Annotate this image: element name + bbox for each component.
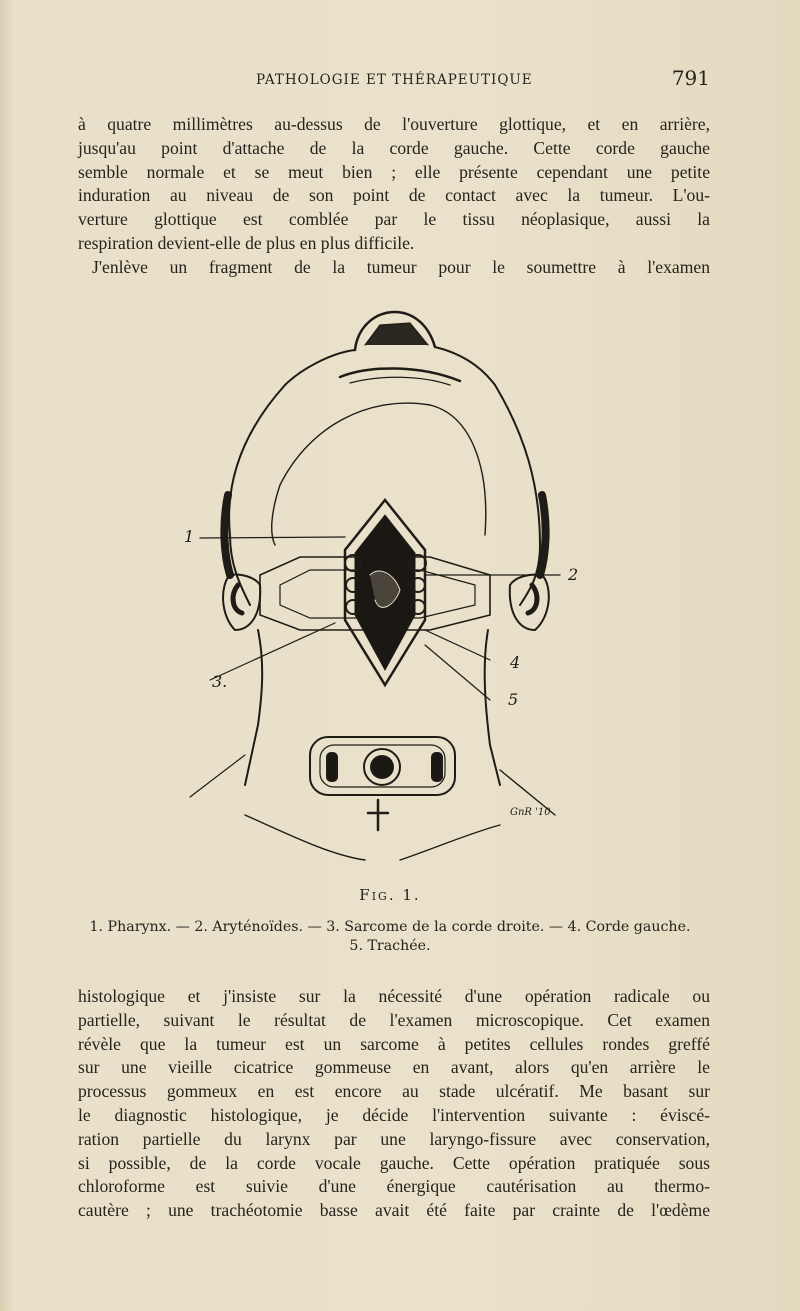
paragraph-bottom [78,985,710,1223]
figure-label-2: 2 [568,565,579,584]
figure-legend [0,918,780,956]
figure-label-4: 4 [510,653,521,672]
text-line: si possible, de la corde vocale gauche. Cette opération pratiquée sous [78,1152,710,1173]
page-number: 791 [671,66,710,90]
text-line: induration au niveau de son point de contact avec la tumeur. L'ou- [78,185,710,206]
text-line: révèle que la tumeur est un sarcome à petites cellules rondes greffé [78,1033,710,1054]
text-line: J'enlève un fragment de la tumeur pour le soumettre à l'examen [92,256,710,277]
text-line: sur une vieille cicatrice gommeuse en avant, alors qu'en arrière le [78,1057,710,1078]
text-line: cautère ; une trachéotomie basse avait été faite par crainte de l'œdème [78,1200,710,1221]
paragraph-top [78,113,710,280]
figure-label-3: 3. [212,672,228,691]
text-line: chloroforme est suivie d'une énergique cautérisation au thermo- [78,1176,710,1197]
text-line: ration partielle du larynx par une laryngo-fissure avec conservation, [78,1128,710,1149]
text-line: semble normale et se meut bien ; elle présente cependant une petite [78,161,710,182]
figure-label-1: 1 [184,527,195,546]
text-line: processus gommeux en est encore au stade ulcératif. Me basant sur [78,1081,710,1102]
figure-label-5: 5 [508,690,519,709]
figure-legend-line: 1. Pharynx. — 2. Aryténoïdes. — 3. Sarcome de la corde droite. — 4. Corde gauche. [89,919,691,935]
text-line: à quatre millimètres au-dessus de l'ouverture glottique, et en arrière, [78,114,710,134]
artist-signature: GnR '10 [510,807,551,818]
figure-legend-line: 5. Trachée. [349,938,431,954]
laryngeal-surgery-illustration [170,285,610,885]
text-line: histologique et j'insiste sur la nécessité d'une opération radicale ou [78,986,710,1006]
text-line: le diagnostic histologique, je décide l'intervention suivante : éviscé- [78,1104,710,1125]
text-line: jusqu'au point d'attache de la corde gauche. Cette corde gauche [78,137,710,158]
figure-caption: Fig. 1. [359,886,421,904]
page-header [78,66,710,92]
running-title: PATHOLOGIE ET THÉRAPEUTIQUE [256,72,533,88]
text-line: respiration devient-elle de plus en plus difficile. [78,232,415,253]
text-line: verture glottique est comblée par le tissu néoplasique, aussi la [78,209,710,230]
text-line: partielle, suivant le résultat de l'examen microscopique. Cet examen [78,1009,710,1030]
